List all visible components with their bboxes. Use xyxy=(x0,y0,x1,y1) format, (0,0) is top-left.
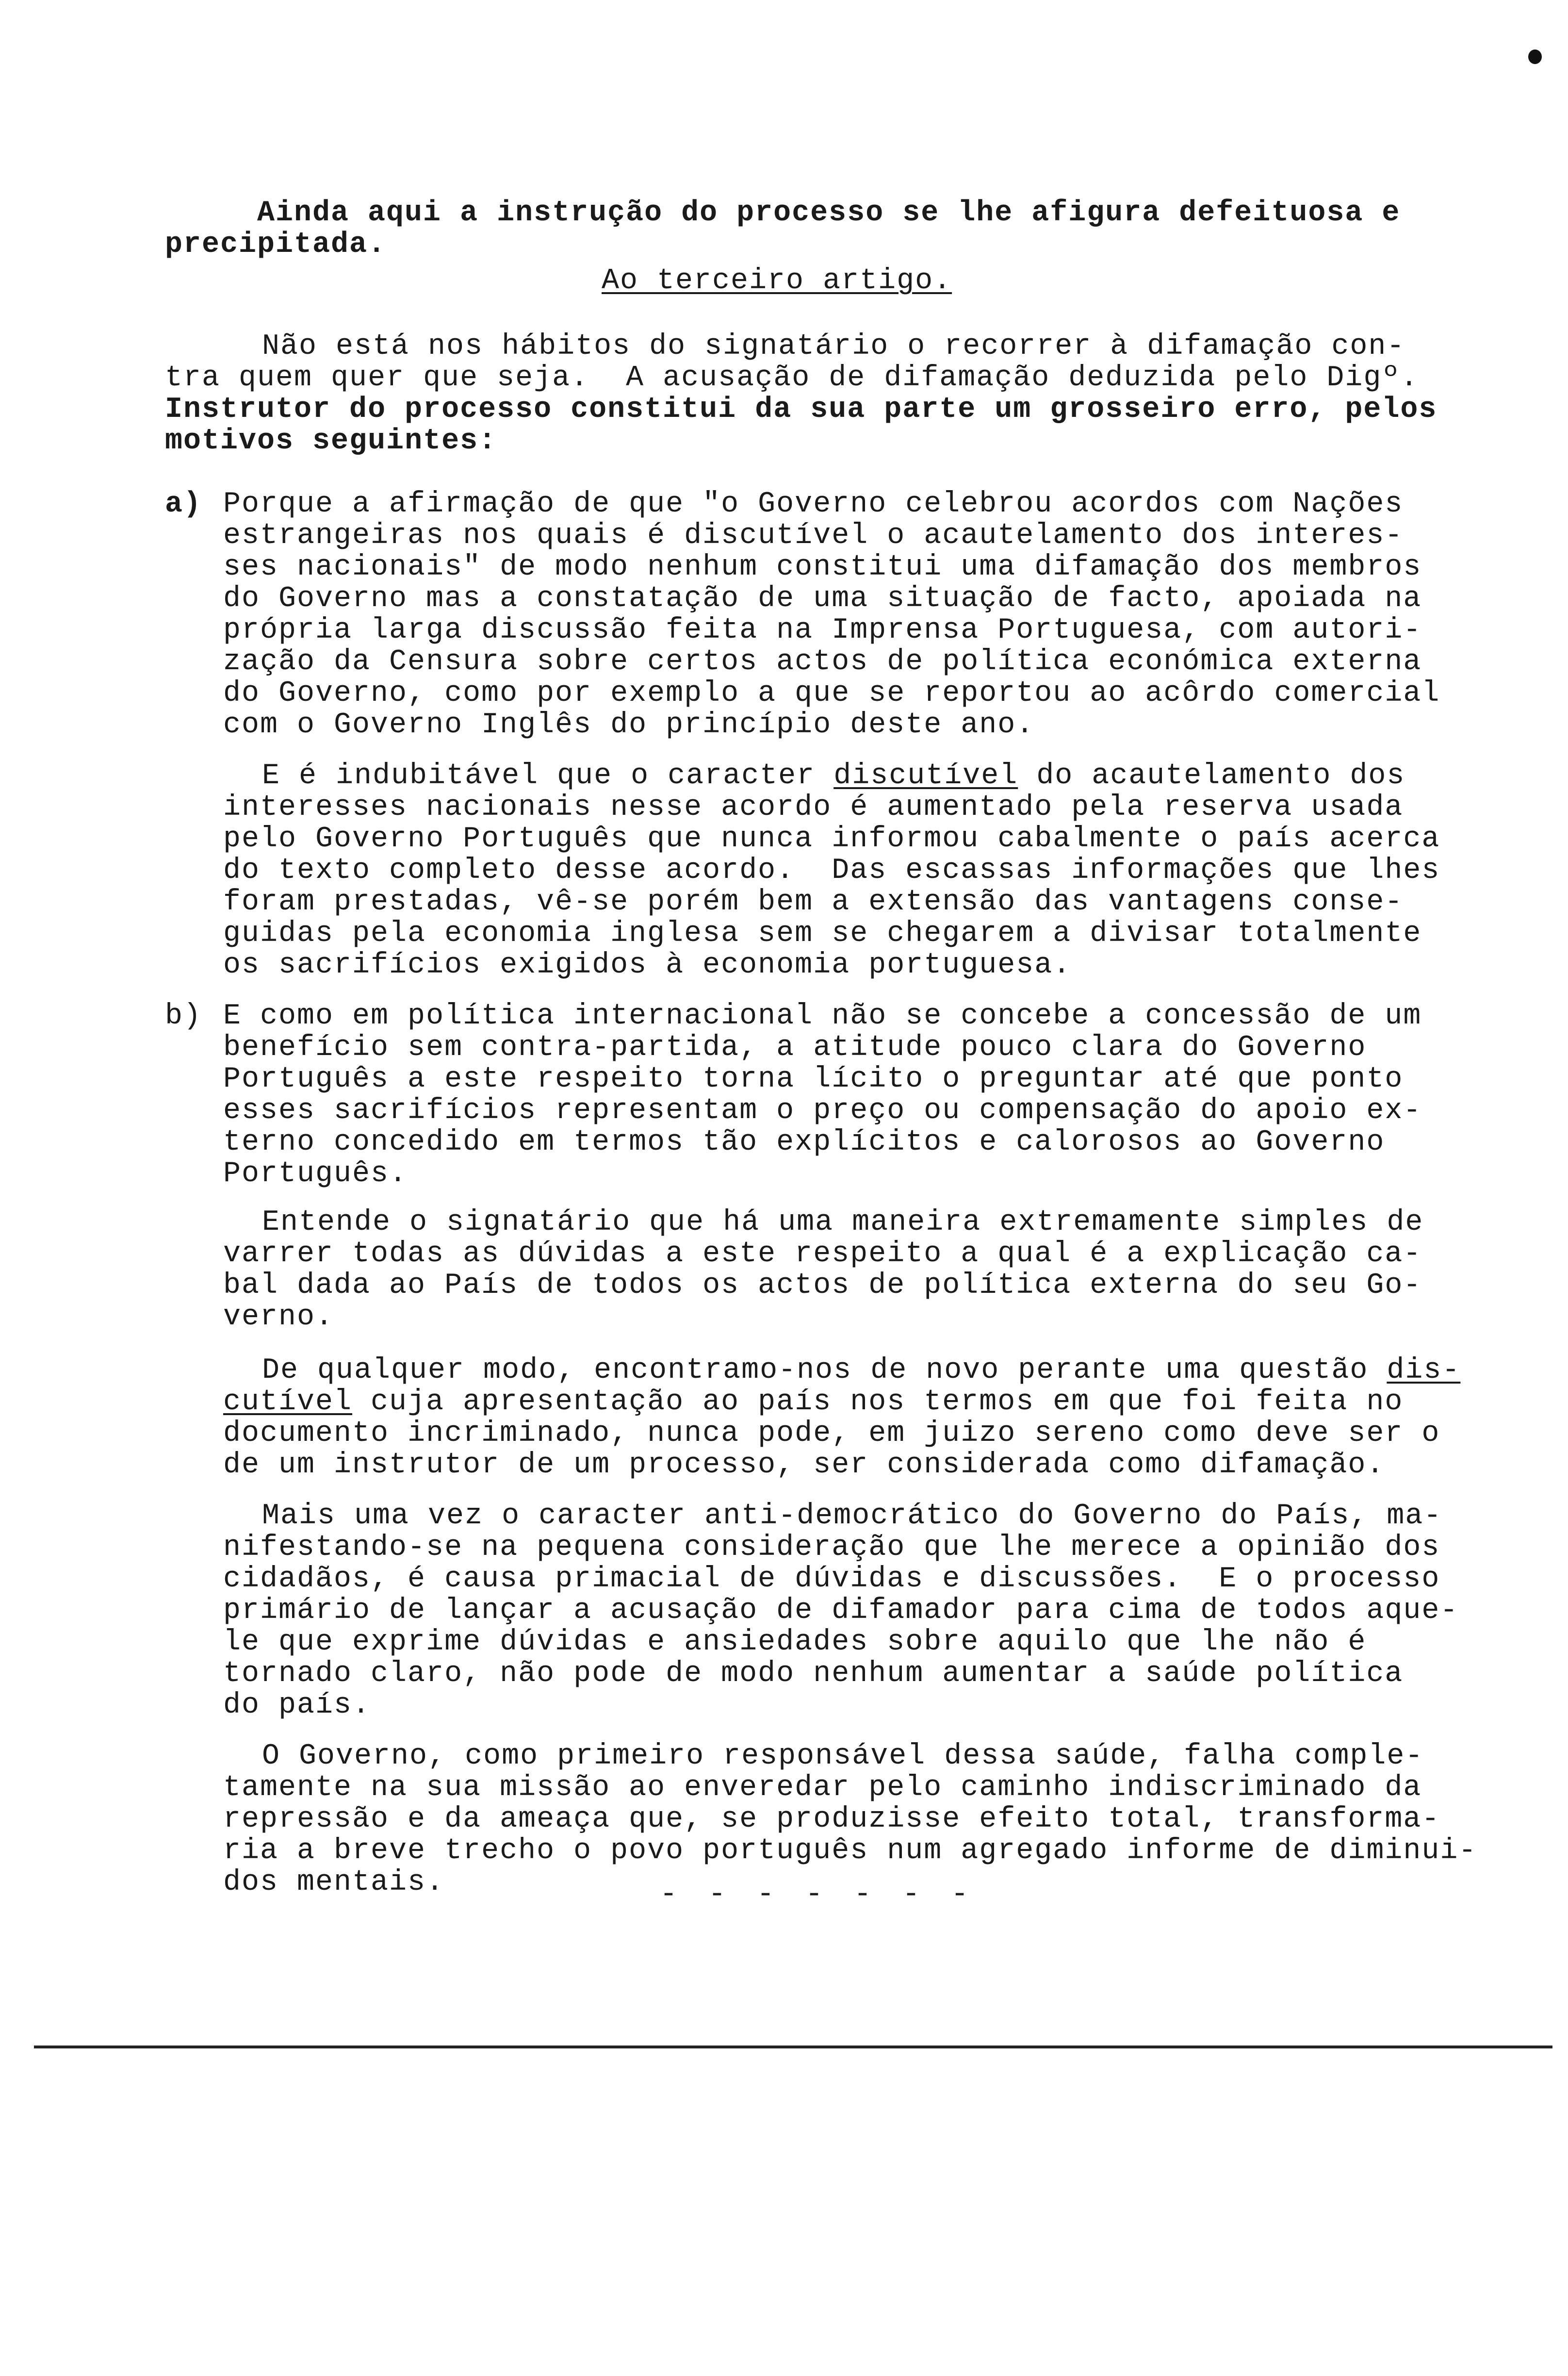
section-heading: Ao terceiro artigo. xyxy=(602,264,952,297)
ink-dot xyxy=(1528,50,1542,64)
para-qualquer-part-1: De qualquer modo, encontramo-nos de novo perante uma questão xyxy=(262,1354,1387,1387)
item-a-cont-part-2: do acautelamento dos xyxy=(1018,759,1405,792)
para1-line-3: Instrutor do processo constitui da sua parte um grosseiro erro, pelos xyxy=(165,393,1437,426)
item-b-line-4: esses sacrifícios representam o preço ou compensação do apoio ex- xyxy=(223,1094,1422,1127)
para-entende-line-1: Entende o signatário que há uma maneira extremamente simples de xyxy=(262,1206,1424,1239)
para-governo-line-2: tamente na sua missão ao enveredar pelo caminho indiscriminado da xyxy=(223,1771,1422,1804)
para1-line-4: motivos seguintes: xyxy=(165,425,497,458)
para1-line-1: Não está nos hábitos do signatário o recorrer à difamação con- xyxy=(262,330,1405,363)
para-entende-line-4: verno. xyxy=(223,1301,334,1334)
para-qualquer-line-2 xyxy=(223,1386,1403,1419)
item-a-cont-line-7: os sacrifícios exigidos à economia portuguesa. xyxy=(223,949,1072,982)
item-a-cont-part-1: E é indubitável que o caracter xyxy=(262,759,834,792)
para-mais-line-2: nifestando-se na pequena consideração que lhe merece a opinião dos xyxy=(223,1531,1440,1564)
item-b-line-1: E como em política internacional não se concebe a concessão de um xyxy=(223,1000,1422,1033)
item-a-line-3: ses nacionais" de modo nenhum constitui uma difamação dos membros xyxy=(223,551,1422,584)
bottom-edge-line xyxy=(34,2046,1552,2048)
item-b-line-2: benefício sem contra-partida, a atitude pouco clara do Governo xyxy=(223,1031,1367,1064)
item-a-line-6: zação da Censura sobre certos actos de política económica externa xyxy=(223,645,1422,678)
para-mais-line-1: Mais uma vez o caracter anti-democrático do Governo do País, ma- xyxy=(262,1500,1442,1533)
para-mais-line-6: tornado claro, não pode de modo nenhum aumentar a saúde política xyxy=(223,1657,1404,1690)
item-b-label: b) xyxy=(165,1000,202,1033)
item-b-line-6: Português. xyxy=(223,1157,408,1190)
item-a-line-2: estrangeiras nos quais é discutível o acautelamento dos interes- xyxy=(223,519,1404,552)
para-qualquer-part-2: cuja apresentação ao país nos termos em que foi feita no xyxy=(352,1386,1404,1419)
item-a-line-4: do Governo mas a constatação de uma situação de facto, apoiada na xyxy=(223,582,1422,615)
item-a-line-5: própria larga discussão feita na Imprensa Portuguesa, com autori- xyxy=(223,614,1422,647)
para-entende-line-3: bal dada ao País de todos os actos de política externa do seu Go- xyxy=(223,1269,1422,1302)
para1-line-2: tra quem quer que seja. A acusação de difamação deduzida pelo Digº. xyxy=(165,362,1419,395)
item-a-label: a) xyxy=(165,488,202,521)
item-a-cont-line-5: foram prestadas, vê-se porém bem a extensão das vantagens conse- xyxy=(223,886,1404,919)
item-b-line-3: Português a este respeito torna lícito o preguntar até que ponto xyxy=(223,1063,1404,1096)
underlined-cutivel: cutível xyxy=(223,1386,353,1419)
item-a-line-1: Porque a afirmação de que "o Governo celebrou acordos com Nações xyxy=(223,488,1404,521)
underlined-dis: dis- xyxy=(1387,1354,1461,1387)
intro-line-2: precipitada. xyxy=(165,228,387,261)
underlined-discutivel: discutível xyxy=(833,759,1018,792)
para-governo-line-3: repressão e da ameaça que, se produzisse efeito total, transforma- xyxy=(223,1803,1440,1836)
item-a-cont-line-2: interesses nacionais nesse acordo é aumentado pela reserva usada xyxy=(223,791,1404,824)
para-governo-line-4: ria a breve trecho o povo português num agregado informe de diminui- xyxy=(223,1834,1477,1867)
para-mais-line-5: le que exprime dúvidas e ansiedades sobre aquilo que lhe não é xyxy=(223,1626,1367,1659)
item-b-line-5: terno concedido em termos tão explícitos e calorosos ao Governo xyxy=(223,1126,1385,1159)
item-a-line-8: com o Governo Inglês do princípio deste ano. xyxy=(223,709,1035,742)
para-governo-line-1: O Governo, como primeiro responsável dessa saúde, falha comple- xyxy=(262,1740,1424,1773)
para-mais-line-7: do país. xyxy=(223,1689,371,1722)
para-qualquer-line-1 xyxy=(262,1354,1460,1387)
para-mais-line-3: cidadãos, é causa primacial de dúvidas e discussões. E o processo xyxy=(223,1563,1440,1596)
closing-dashes: - - - - - - - xyxy=(660,1878,976,1911)
para-mais-line-4: primário de lançar a acusação de difamador para cima de todos aque- xyxy=(223,1594,1459,1627)
item-a-cont-line-6: guidas pela economia inglesa sem se chegarem a divisar totalmente xyxy=(223,917,1422,950)
para-entende-line-2: varrer todas as dúvidas a este respeito a qual é a explicação ca- xyxy=(223,1238,1422,1270)
para-governo-line-5: dos mentais. xyxy=(223,1866,445,1899)
item-a-cont-line-1 xyxy=(262,759,1405,792)
intro-line-1: Ainda aqui a instrução do processo se lhe afigura defeituosa e xyxy=(257,197,1401,230)
para-qualquer-line-3: documento incriminado, nunca pode, em juizo sereno como deve ser o xyxy=(223,1417,1440,1450)
item-a-cont-line-3: pelo Governo Português que nunca informou cabalmente o país acerca xyxy=(223,823,1440,856)
item-a-cont-line-4: do texto completo desse acordo. Das escassas informações que lhes xyxy=(223,854,1440,887)
item-a-line-7: do Governo, como por exemplo a que se reportou ao acôrdo comercial xyxy=(223,677,1440,710)
para-qualquer-line-4: de um instrutor de um processo, ser considerada como difamação. xyxy=(223,1449,1385,1482)
